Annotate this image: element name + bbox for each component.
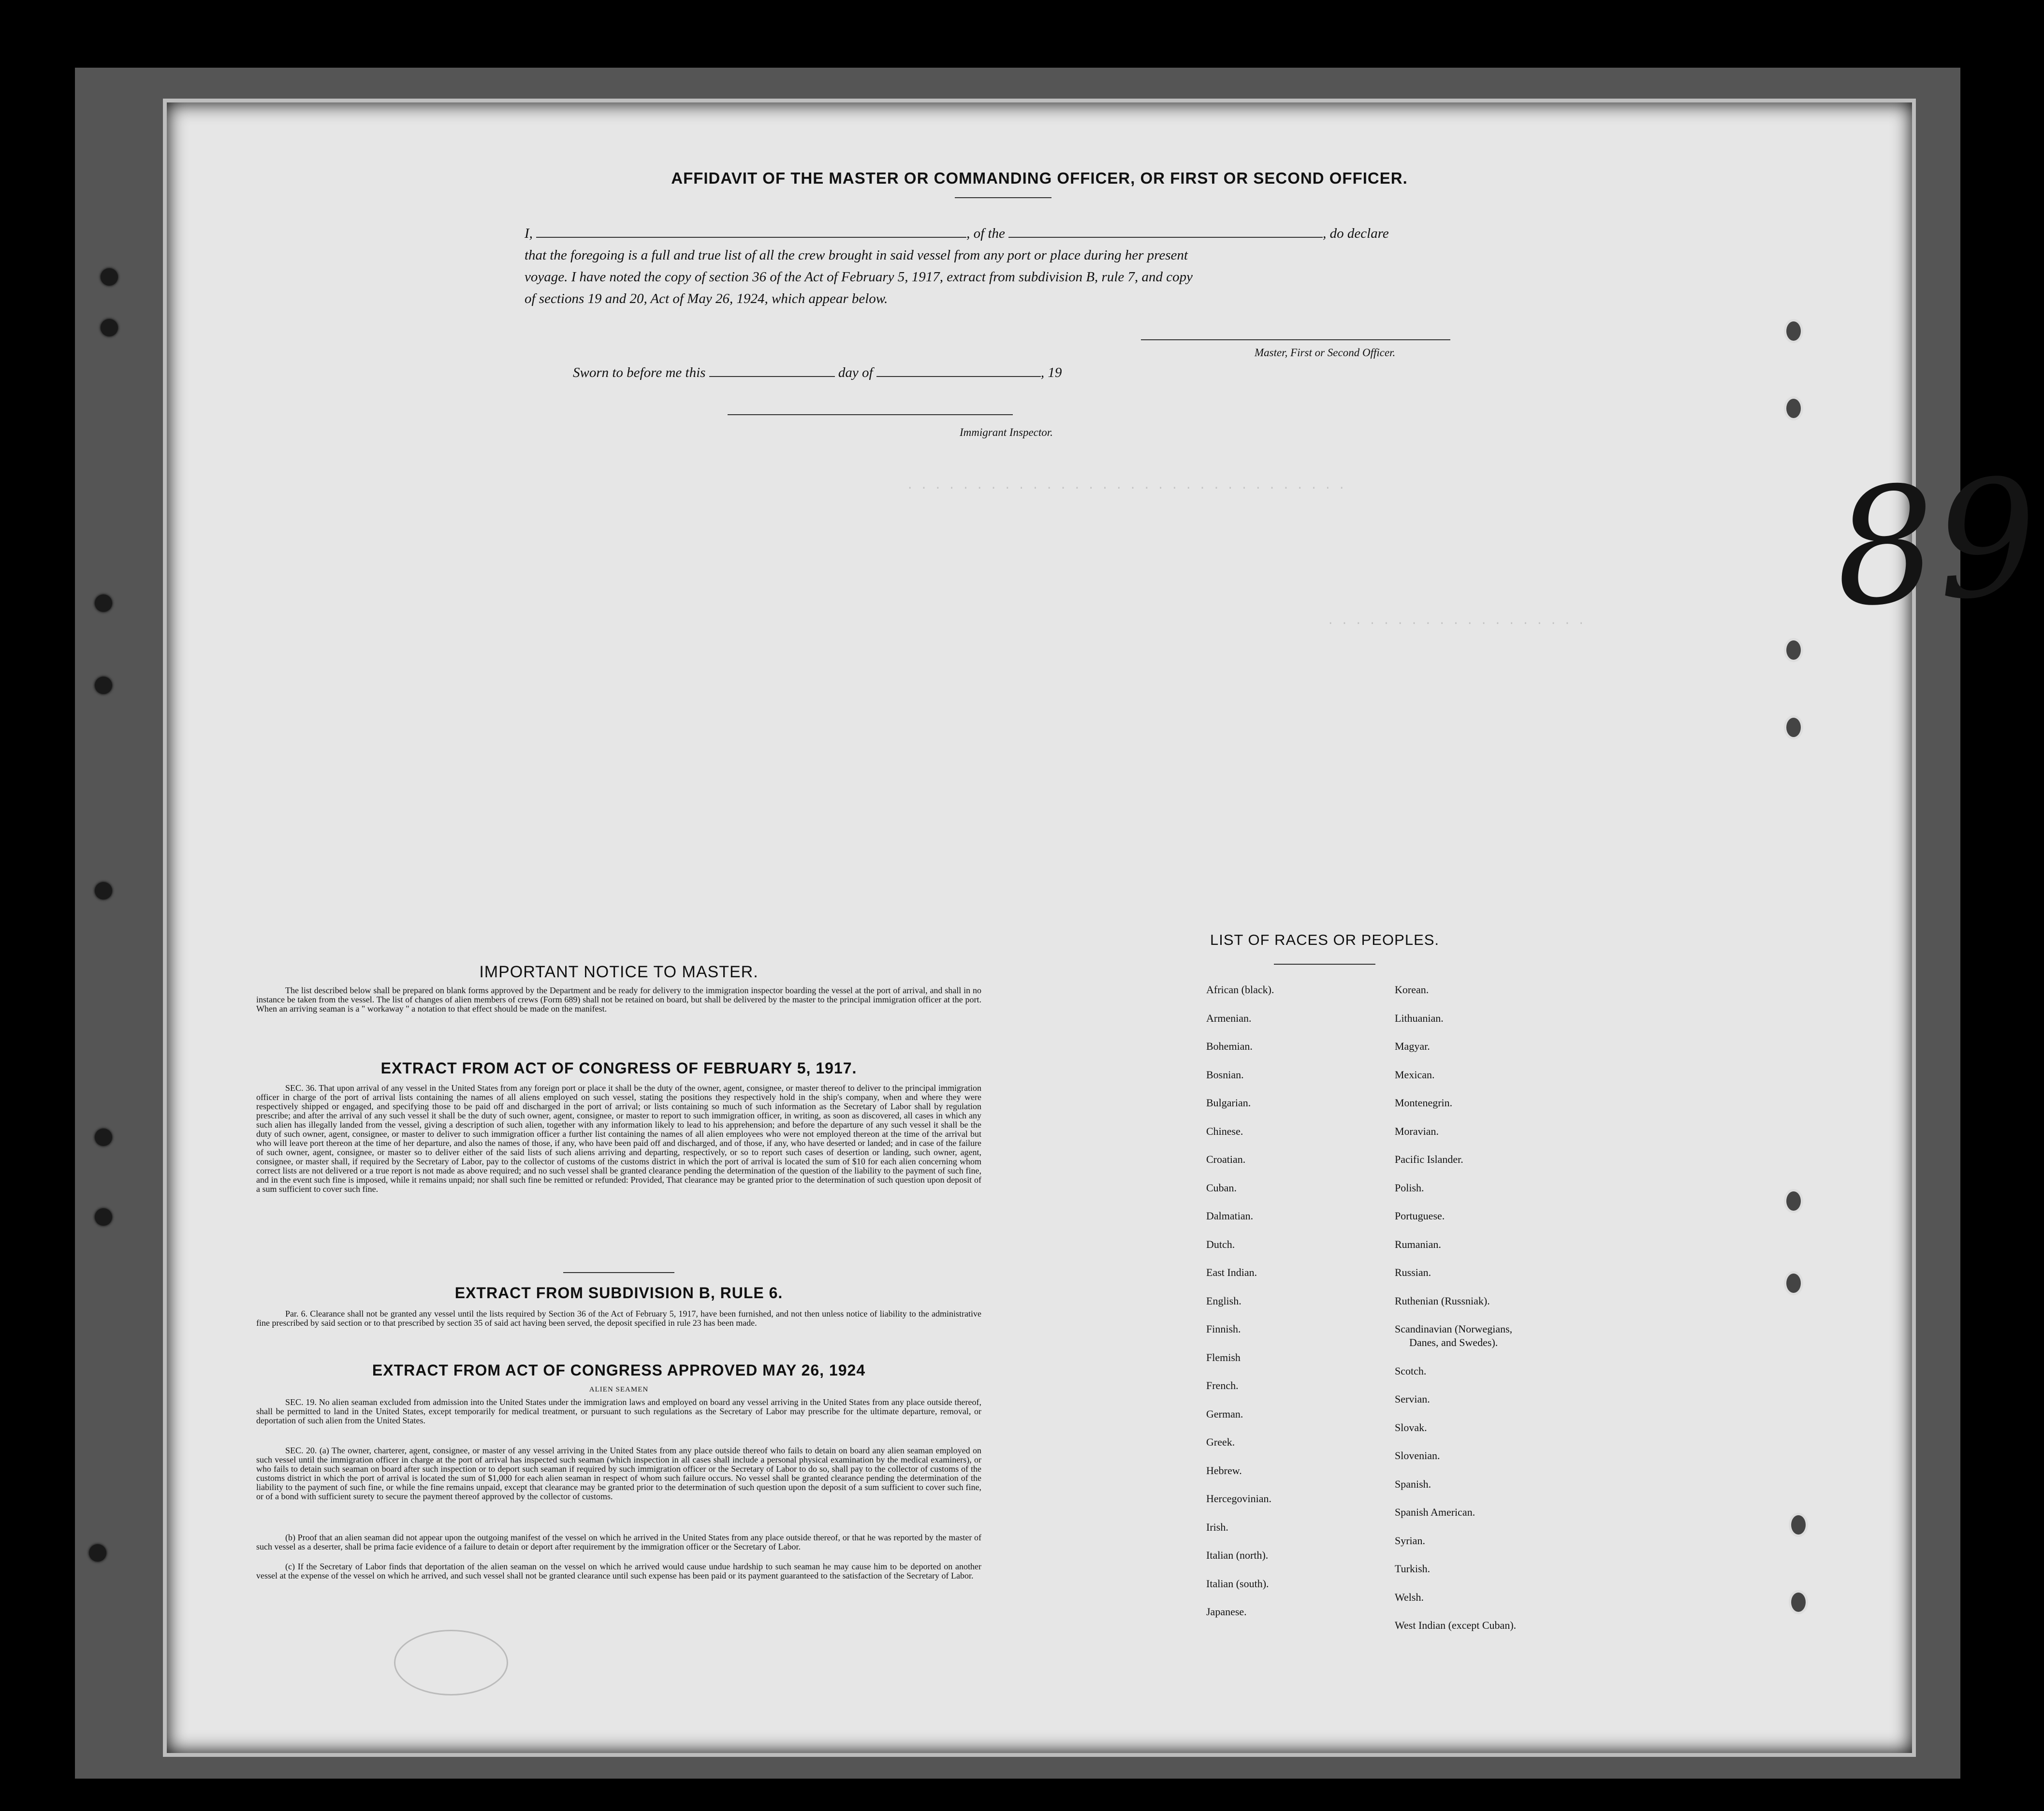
do-declare-label: , do declare <box>1323 226 1389 241</box>
race-item: Mexican. <box>1395 1068 1435 1081</box>
race-item: Irish. <box>1206 1521 1228 1533</box>
race-item: Spanish. <box>1395 1478 1431 1490</box>
race-item: German. <box>1206 1407 1243 1420</box>
affidavit-text-line-2: voyage. I have noted the copy of section 36 of the Act of February 5, 1917, extract from subdivision B, rule 7, and copy <box>525 269 1193 285</box>
divider <box>1274 964 1375 965</box>
bleed-through: . . . . . . . . . . . . . . . . . . . <box>1327 615 1585 628</box>
race-item: Korean. <box>1395 984 1429 996</box>
extract-1917-title: EXTRACT FROM ACT OF CONGRESS OF FEBRUARY 5, 1917. <box>380 1059 857 1077</box>
race-item: Scotch. <box>1395 1364 1427 1377</box>
vessel-name-field[interactable] <box>1008 237 1323 238</box>
race-item: Pacific Islander. <box>1395 1153 1463 1165</box>
affidavit-text-line-3: of sections 19 and 20, Act of May 26, 1924, which appear below. <box>525 291 888 306</box>
race-item: Hebrew. <box>1206 1464 1242 1477</box>
section-20b-text: (b) Proof that an alien seaman did not appear upon the outgoing manifest of the vessel on which he arrived in the United States from any place outside thereof, or that he was reported by the master of such vessel as a deserter, shall be prima facie evidence of a failure to detain or deport after requirement by the immigration officer or the Secretary of Labor. <box>256 1533 981 1551</box>
race-item: Magyar. <box>1395 1040 1430 1052</box>
race-item: Hercegovinian. <box>1206 1492 1271 1505</box>
form-page <box>167 102 2044 1753</box>
race-item: Bulgarian. <box>1206 1097 1251 1109</box>
master-signature-line[interactable] <box>1141 339 1450 340</box>
race-item: Italian (north). <box>1206 1549 1269 1561</box>
race-item: Armenian. <box>1206 1012 1252 1024</box>
binder-hole <box>95 677 112 694</box>
sworn-line <box>573 365 1062 381</box>
i-label: I, <box>525 226 533 241</box>
race-item: Chinese. <box>1206 1125 1243 1137</box>
race-item: Lithuanian. <box>1395 1012 1444 1024</box>
ring-hole <box>1784 715 1803 739</box>
handwritten-page-number: 89 <box>1828 443 2044 643</box>
affidavit-declaration-line <box>525 226 1389 242</box>
race-item: English. <box>1206 1294 1241 1307</box>
race-item: Bohemian. <box>1206 1040 1253 1052</box>
extract-1924-title: EXTRACT FROM ACT OF CONGRESS APPROVED MAY 26, 1924 <box>372 1362 866 1379</box>
races-title: LIST OF RACES OR PEOPLES. <box>1210 931 1440 948</box>
binder-hole <box>101 319 118 336</box>
master-caption: Master, First or Second Officer. <box>1255 347 1396 359</box>
race-item: Japanese. <box>1206 1606 1247 1618</box>
notice-text: The list described below shall be prepared on blank forms approved by the Department and be ready for delivery to the immigration inspector boarding the vessel at the port of arrival, and shall in no instance be taken from the vessel. The list of changes of alien members of crews (Form 689) shall not be retained on board, but shall be delivered by the master to the principal immigration officer at the port. When an arriving seaman is a " workaway " a notation to that effect should be made on the manifest. <box>256 985 981 1014</box>
race-item: Croatian. <box>1206 1153 1246 1165</box>
race-item: Danes, and Swedes). <box>1409 1336 1498 1348</box>
race-item: Welsh. <box>1395 1591 1424 1603</box>
ring-hole <box>1784 1189 1803 1213</box>
race-item: Ruthenian (Russniak). <box>1395 1294 1490 1307</box>
race-item: Moravian. <box>1395 1125 1439 1137</box>
race-item: African (black). <box>1206 984 1274 996</box>
extract-1917-text: SEC. 36. That upon arrival of any vessel in the United States from any foreign port or place it shall be the duty of the owner, agent, consignee, or master thereof to deliver to the principal immigration officer in charge of the port of arrival lists containing the names of all aliens employed on such vessel, stating the positions they respectively hold in the ship's company, when and where they were respectively shipped or engaged, and specifying those to be paid off and discharged in the port of arrival; or lists containing so much of such information as the Secretary of Labor shall by regulation prescribe; and after the arrival of any such vessel it shall be the duty of such owner, agent, consignee, or master to report to such immigration officer, in writing, as soon as discovered, all cases in which any such alien has illegally landed from the vessel, giving a description of such alien, together with any information likely to lead to his apprehension; and before the departure of any such vessel it shall be the duty of such owner, agent, consignee, or master to deliver to such immigration officer a further list containing the names of all alien employees who were not employed thereon at the time of the arrival but who will leave port thereon at the time of her departure, and also the names of those, if any, who have been paid off and discharged, and of those, if any, who have deserted or landed; and in case of the failure of such owner, agent, consignee, or master so to deliver either of the said lists of such aliens arriving and departing, respectively, or so to report such cases of desertion or landing, such owner, agent, consignee, or master shall, if required by the Secretary of Labor, pay to the collector of customs of the customs district in which the port of arrival is located the sum of $10 for each alien concerning whom correct lists are not delivered or a true report is not made as above required; and no such vessel shall be granted clearance pending the determination of the question of the liability to the payment of such fine, and in the event such fine is imposed, while it remains unpaid; nor shall such fine be remitted or refunded: Provided, That clearance may be granted prior to the determination of such question upon deposit of a sum sufficient to cover such fine. <box>256 1083 981 1194</box>
race-item: Italian (south). <box>1206 1577 1269 1590</box>
race-item: French. <box>1206 1379 1239 1391</box>
race-item: Flemish <box>1206 1351 1241 1363</box>
notice-title: IMPORTANT NOTICE TO MASTER. <box>479 963 759 981</box>
inspector-signature-line[interactable] <box>728 414 1013 415</box>
ring-hole <box>1784 319 1803 343</box>
race-item: Servian. <box>1395 1393 1430 1405</box>
binder-hole <box>95 882 112 899</box>
officer-name-field[interactable] <box>536 237 966 238</box>
section-20a-text: SEC. 20. (a) The owner, charterer, agent, consignee, or master of any vessel arriving in the United States from any place outside thereof who fails to detain on board any alien seaman employed on such vessel until the immigration officer in charge at the port of arrival has inspected such seaman (which inspection in all cases shall include a personal physical examination by the medical examiners), or who fails to detain such seaman on board after such inspection or to deport such seaman if required by such immigration officer or the Secretary of Labor to do so, shall pay to the collector of customs of the customs district in which the port of arrival is located the sum of $1,000 for each alien seaman in respect of whom such failure occurs. No vessel shall be granted clearance pending the determination of the liability to the payment of such fine, or while the fine remains unpaid, except that clearance may be granted prior to the determination of such question upon the deposit of a sum sufficient to cover such fine, or of a bond with sufficient surety to secure the payment thereof approved by the collector of customs. <box>256 1446 981 1501</box>
subdivision-text: Par. 6. Clearance shall not be granted any vessel until the lists required by Section 36 of the Act of February 5, 1917, have been furnished, and not then unless notice of liability to the administrative fine prescribed by said section or to that prescribed by section 35 of said act having been served, the deposit specified in rule 23 has been made. <box>256 1309 981 1328</box>
day-of-label: day of <box>838 365 873 380</box>
sworn-label: Sworn to before me this <box>573 365 706 380</box>
divider <box>563 1272 674 1273</box>
race-item: Turkish. <box>1395 1563 1431 1575</box>
race-item: Russian. <box>1395 1266 1431 1278</box>
bleed-through: . . . . . . . . . . . . . . . . . . . . . . . . . . . . . . . . <box>906 479 1345 493</box>
extract-1924-subtitle: ALIEN SEAMEN <box>589 1386 649 1393</box>
ring-hole <box>1784 396 1803 420</box>
race-item: Dalmatian. <box>1206 1210 1254 1222</box>
sworn-month-field[interactable] <box>876 376 1041 377</box>
binder-hole <box>95 594 112 612</box>
ring-hole <box>1789 1513 1808 1537</box>
race-item: Montenegrin. <box>1395 1097 1453 1109</box>
section-20c-text: (c) If the Secretary of Labor finds that deportation of the alien seaman on the vessel on which he arrived would cause undue hardship to such seaman he may cause him to be deported on another vessel at the expense of the vessel on which he arrived, and such vessel shall not be granted clearance until such expense has been paid or its payment guaranteed to the satisfaction of the Secretary of Labor. <box>256 1562 981 1580</box>
race-item: Syrian. <box>1395 1534 1425 1547</box>
ring-hole <box>1789 1590 1808 1614</box>
binder-hole <box>89 1544 106 1562</box>
race-item: Polish. <box>1395 1181 1424 1194</box>
ring-hole <box>1784 638 1803 662</box>
race-item: Finnish. <box>1206 1323 1241 1335</box>
binder-hole <box>95 1208 112 1226</box>
race-item: West Indian (except Cuban). <box>1395 1619 1517 1631</box>
race-item: Slovenian. <box>1395 1449 1440 1462</box>
of-the-label: , of the <box>966 226 1005 241</box>
race-item: Portuguese. <box>1395 1210 1445 1222</box>
binder-hole <box>95 1129 112 1146</box>
race-item: East Indian. <box>1206 1266 1257 1278</box>
year-label: , 19 <box>1040 365 1062 380</box>
affidavit-text-line-1: that the foregoing is a full and true list of all the crew brought in said vessel from any port or place during her present <box>525 247 1188 263</box>
divider <box>955 197 1051 198</box>
race-item: Scandinavian (Norwegians, <box>1395 1323 1513 1335</box>
affidavit-title: AFFIDAVIT OF THE MASTER OR COMMANDING OFFICER, OR FIRST OR SECOND OFFICER. <box>671 169 1408 187</box>
sworn-day-field[interactable] <box>709 376 835 377</box>
race-item: Spanish American. <box>1395 1506 1475 1518</box>
race-item: Cuban. <box>1206 1181 1237 1194</box>
race-item: Rumanian. <box>1395 1238 1441 1250</box>
section-19-text: SEC. 19. No alien seaman excluded from admission into the United States under the immigration laws and employed on board any vessel arriving in the United States from any place outside thereof, shall be permitted to land in the United States, except temporarily for medical treatment, or pursuant to such regulations as the Secretary of Labor may prescribe for the ultimate departure, removal, or deportation of such alien from the United States. <box>256 1397 981 1425</box>
binder-hole <box>101 268 118 286</box>
race-item: Dutch. <box>1206 1238 1235 1250</box>
ring-hole <box>1784 1271 1803 1295</box>
subdivision-title: EXTRACT FROM SUBDIVISION B, RULE 6. <box>454 1284 783 1302</box>
race-item: Slovak. <box>1395 1421 1427 1434</box>
race-item: Greek. <box>1206 1436 1235 1448</box>
faded-stamp <box>394 1630 508 1695</box>
inspector-caption: Immigrant Inspector. <box>960 426 1053 438</box>
race-item: Bosnian. <box>1206 1068 1244 1081</box>
